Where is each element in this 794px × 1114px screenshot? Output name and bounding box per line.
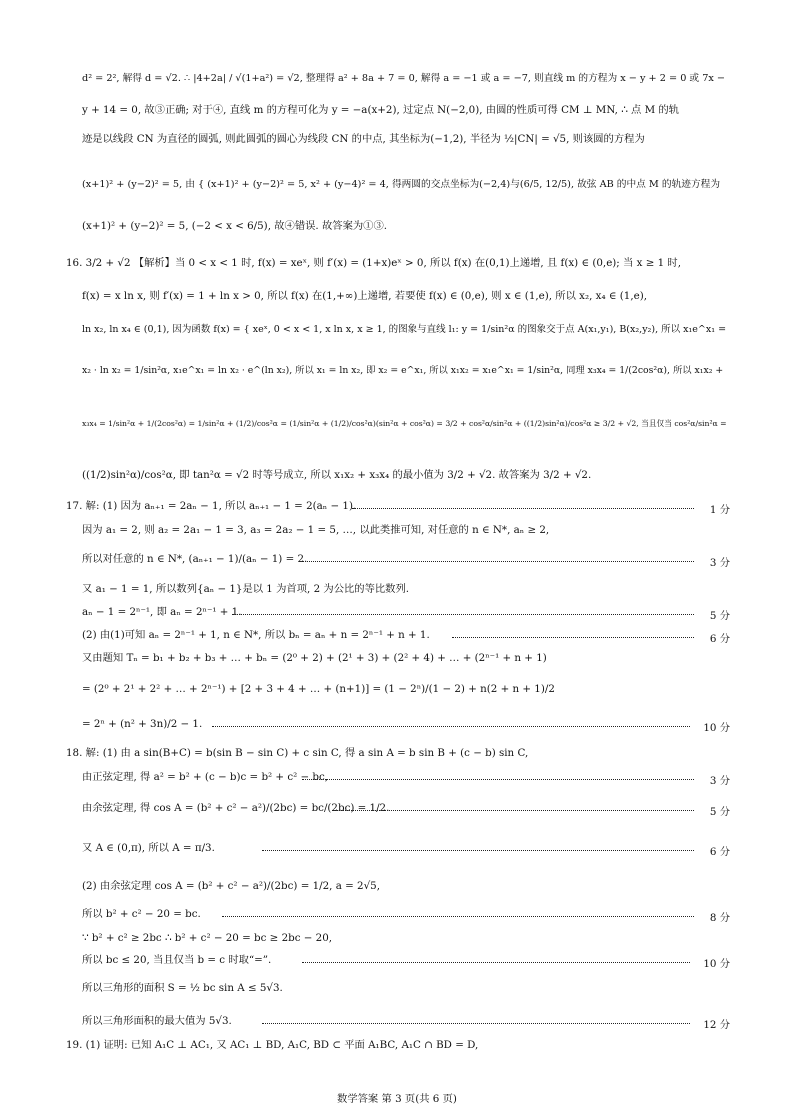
text-line: 由正弦定理, 得 a² = b² + (c − b)c = b² + c² − bc, <box>82 771 329 783</box>
score-mark: 5 分 <box>709 610 730 622</box>
text-line: 所以三角形的面积 S = ½ bc sin A ≤ 5√3. <box>82 982 283 994</box>
dot-leader <box>222 916 694 917</box>
text-line: 所以 b² + c² − 20 = bc. <box>82 908 201 920</box>
text-line: x₂ · ln x₂ = 1/sin²α, x₁e^x₁ = ln x₂ · e^(ln x₂), 所以 x₁ = ln x₂, 即 x₂ = e^x₁, 所以 x₁x₂ = x₁e^x₁ = 1/sin²α, 同理 x₃x₄ = 1/(2cos²α), 所以 x₁x₂ + <box>82 365 724 376</box>
dot-leader <box>232 614 694 615</box>
score-mark: 10 分 <box>703 958 730 970</box>
text-line: x₃x₄ = 1/sin²α + 1/(2cos²α) = 1/sin²α + (1/2)/cos²α = (1/sin²α + (1/2)/cos²α)(sin²α + cos²α) = 3/2 + cos²α/sin²α + ((1/2)sin²α)/cos²α ≥ 3/2 + √2, 当且仅当 cos²α/sin²α = <box>82 419 727 428</box>
dot-leader <box>262 850 694 851</box>
score-mark: 8 分 <box>709 912 730 924</box>
text-line: aₙ − 1 = 2ⁿ⁻¹, 即 aₙ = 2ⁿ⁻¹ + 1. <box>82 606 242 618</box>
text-line: ln x₂, ln x₄ ∈ (0,1), 因为函数 f(x) = { xeˣ, 0 < x < 1, x ln x, x ≥ 1, 的图象与直线 l₁: y = 1/sin²α 的图象交于点 A(x₁,y₁), B(x₂,y₂), 所以 x₁e^x₁ = <box>82 324 727 335</box>
dot-leader <box>352 508 694 509</box>
text-line: 又 a₁ − 1 = 1, 所以数列{aₙ − 1}是以 1 为首项, 2 为公比的等比数列. <box>82 583 410 595</box>
text-line: d² = 2², 解得 d = √2. ∴ |4+2a| / √(1+a²) = √2, 整理得 a² + 8a + 7 = 0, 解得 a = −1 或 a = −7, 则直线 m 的方程为 x − y + 2 = 0 或 7x − <box>82 73 726 84</box>
score-mark: 6 分 <box>709 633 730 645</box>
text-line: (x+1)² + (y−2)² = 5, 由 { (x+1)² + (y−2)² = 5, x² + (y−4)² = 4, 得两圆的交点坐标为(−2,4)与(6/5, 12/5), 故弦 AB 的中点 M 的轨迹方程为 <box>82 179 721 190</box>
text-line: 19. (1) 证明: 已知 A₁C ⊥ AC₁, 又 AC₁ ⊥ BD, A₁C, BD ⊂ 平面 A₁BC, A₁C ∩ BD = D, <box>66 1039 479 1051</box>
score-mark: 5 分 <box>709 806 730 818</box>
score-mark: 10 分 <box>703 722 730 734</box>
text-line: 迹是以线段 CN 为直径的圆弧, 则此圆弧的圆心为线段 CN 的中点, 其坐标为(−1,2), 半径为 ½|CN| = √5, 则该圆的方程为 <box>82 133 645 145</box>
text-line: 又由题知 Tₙ = b₁ + b₂ + b₃ + … + bₙ = (2⁰ + 2) + (2¹ + 3) + (2² + 4) + … + (2ⁿ⁻¹ + n + 1) <box>82 652 547 664</box>
text-line: (2) 由(1)可知 aₙ = 2ⁿ⁻¹ + 1, n ∈ N*, 所以 bₙ = aₙ + n = 2ⁿ⁻¹ + n + 1. <box>82 629 430 641</box>
dot-leader <box>332 810 694 811</box>
text-line: (2) 由余弦定理 cos A = (b² + c² − a²)/(2bc) = 1/2, a = 2√5, <box>82 880 380 892</box>
text-line: f(x) = x ln x, 则 f′(x) = 1 + ln x > 0, 所以 f(x) 在(1,+∞)上递增, 若要使 f(x) ∈ (0,e), 则 x ∈ (1,e), 所以 x₂, x₄ ∈ (1,e), <box>82 290 647 302</box>
text-line: 所以对任意的 n ∈ N*, (aₙ₊₁ − 1)/(aₙ − 1) = 2. <box>82 553 308 565</box>
text-line: ((1/2)sin²α)/cos²α, 即 tan²α = √2 时等号成立, 所以 x₁x₂ + x₃x₄ 的最小值为 3/2 + √2. 故答案为 3/2 + √2. <box>82 469 592 481</box>
score-mark: 3 分 <box>709 775 730 787</box>
text-line: = (2⁰ + 2¹ + 2² + … + 2ⁿ⁻¹) + [2 + 3 + 4 + … + (n+1)] = (1 − 2ⁿ)/(1 − 2) + n(2 + n + 1)/2 <box>82 683 555 695</box>
text-line: 所以三角形面积的最大值为 5√3. <box>82 1015 232 1027</box>
text-line: 由余弦定理, 得 cos A = (b² + c² − a²)/(2bc) = bc/(2bc) = 1/2. <box>82 802 390 814</box>
score-mark: 6 分 <box>709 846 730 858</box>
text-line: 18. 解: (1) 由 a sin(B+C) = b(sin B − sin C) + c sin C, 得 a sin A = b sin B + (c − b) sin C, <box>66 747 529 759</box>
text-line: 又 A ∈ (0,π), 所以 A = π/3. <box>82 842 215 854</box>
dot-leader <box>302 561 694 562</box>
text-line: 所以 bc ≤ 20, 当且仅当 b = c 时取“=”. <box>82 954 272 966</box>
dot-leader <box>302 962 690 963</box>
text-line: 因为 a₁ = 2, 则 a₂ = 2a₁ − 1 = 3, a₃ = 2a₂ − 1 = 5, …, 以此类推可知, 对任意的 n ∈ N*, aₙ ≥ 2, <box>82 524 550 536</box>
page-footer: 数学答案 第 3 页(共 6 页) <box>337 1093 457 1105</box>
text-line: 16. 3/2 + √2 【解析】当 0 < x < 1 时, f(x) = xeˣ, 则 f′(x) = (1+x)eˣ > 0, 所以 f(x) 在(0,1)上递增, 且 f(x) ∈ (0,e); 当 x ≥ 1 时, <box>66 257 681 269</box>
score-mark: 1 分 <box>709 504 730 516</box>
dot-leader <box>212 726 690 727</box>
text-line: ∵ b² + c² ≥ 2bc ∴ b² + c² − 20 = bc ≥ 2bc − 20, <box>82 932 333 944</box>
score-mark: 3 分 <box>709 557 730 569</box>
dot-leader <box>452 637 694 638</box>
dot-leader <box>262 1023 690 1024</box>
text-line: = 2ⁿ + (n² + 3n)/2 − 1. <box>82 718 203 730</box>
text-line: 17. 解: (1) 因为 aₙ₊₁ = 2aₙ − 1, 所以 aₙ₊₁ − 1 = 2(aₙ − 1). <box>66 500 357 512</box>
text-line: y + 14 = 0, 故③正确; 对于④, 直线 m 的方程可化为 y = −a(x+2), 过定点 N(−2,0), 由圆的性质可得 CM ⊥ MN, ∴ 点 M 的轨 <box>82 104 680 116</box>
text-line: (x+1)² + (y−2)² = 5, (−2 < x < 6/5), 故④错误. 故答案为①③. <box>82 220 388 232</box>
score-mark: 12 分 <box>703 1019 730 1031</box>
dot-leader <box>302 779 694 780</box>
